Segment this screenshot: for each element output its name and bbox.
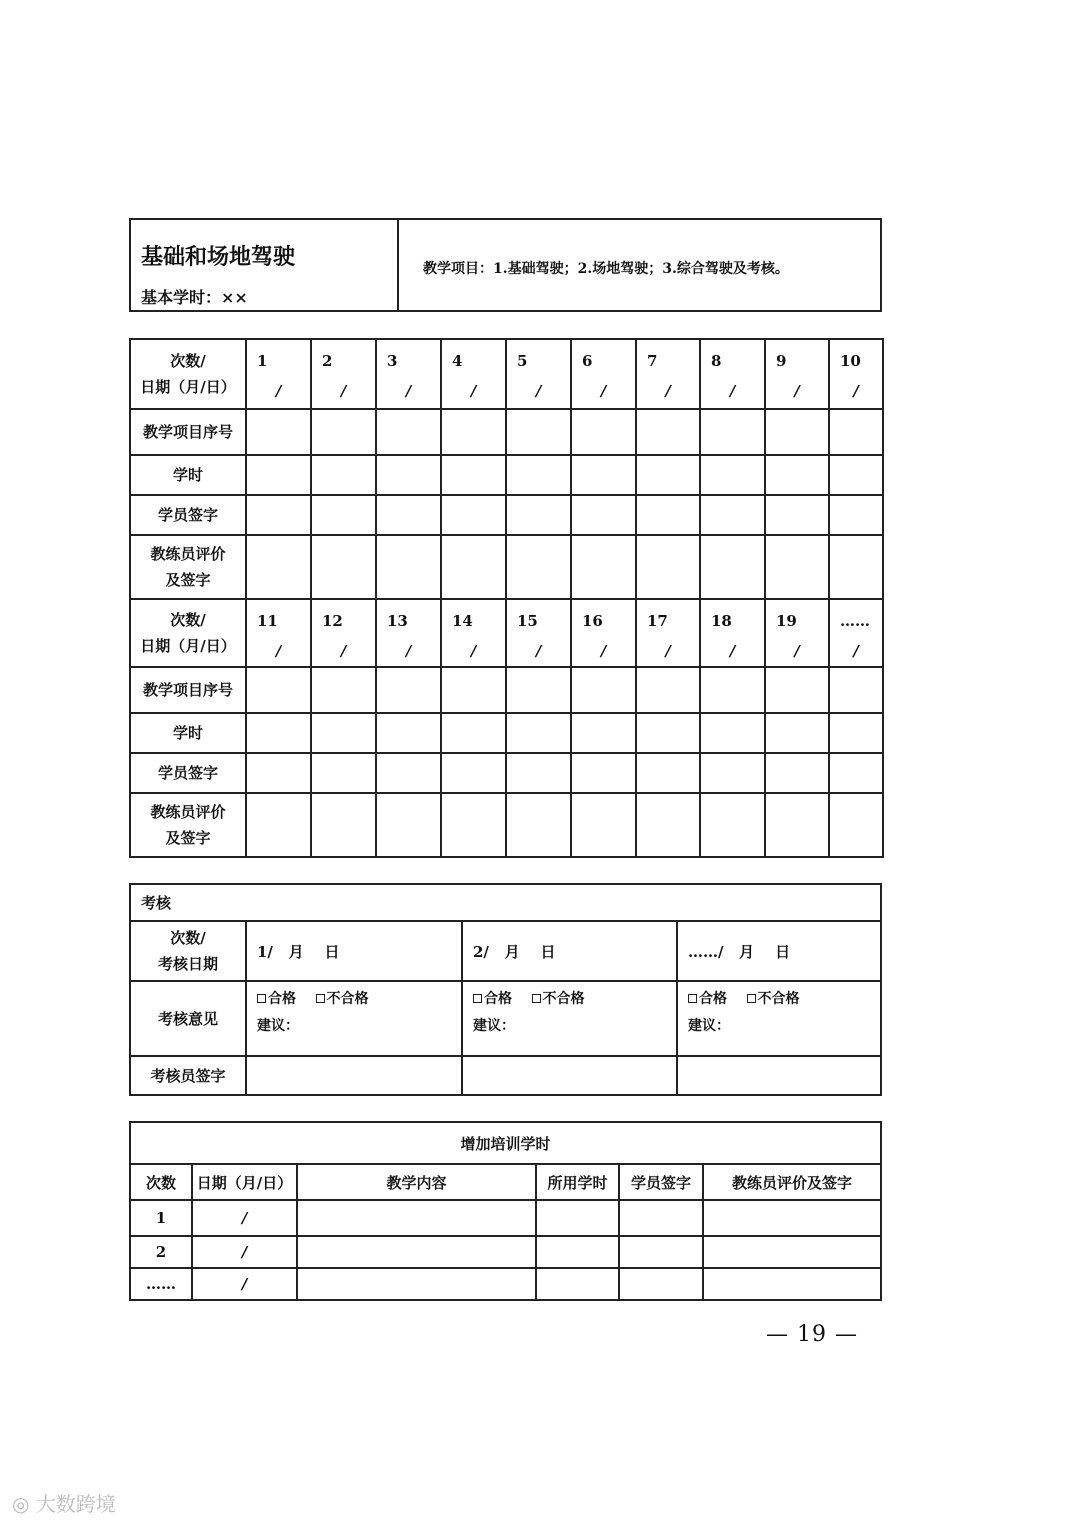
session-number: 2 bbox=[322, 352, 333, 370]
session-number: 16 bbox=[582, 612, 603, 630]
table-row bbox=[130, 1236, 881, 1268]
session-cell[interactable] bbox=[311, 599, 376, 667]
session-number: 19 bbox=[776, 612, 797, 630]
exam-title-row bbox=[130, 884, 881, 921]
date-slash: / bbox=[405, 382, 412, 400]
exam-date-row bbox=[130, 921, 881, 981]
pass-checkbox[interactable]: 合格 bbox=[257, 991, 296, 1007]
schedule-item-row bbox=[130, 667, 883, 713]
session-cell[interactable] bbox=[636, 339, 700, 409]
extra-title-row bbox=[130, 1122, 881, 1164]
session-number: 10 bbox=[840, 352, 861, 370]
course-header bbox=[129, 218, 882, 312]
course-title: 基础和场地驾驶 bbox=[141, 244, 296, 270]
exam-examiner-row bbox=[130, 1056, 881, 1095]
fail-checkbox[interactable]: 不合格 bbox=[747, 991, 800, 1007]
session-cell[interactable] bbox=[765, 599, 829, 667]
session-date-label: 次数/ 日期（月/日） bbox=[130, 599, 246, 667]
examiner-sign-label: 考核员签字 bbox=[130, 1056, 246, 1095]
session-cell[interactable] bbox=[571, 339, 636, 409]
date-slash: / bbox=[794, 642, 800, 660]
session-cell[interactable] bbox=[506, 339, 571, 409]
item-no-label: 教学项目序号 bbox=[130, 409, 246, 455]
session-number: 13 bbox=[387, 612, 408, 630]
session-number: 4 bbox=[452, 352, 463, 370]
suggestion-label: 建议： bbox=[473, 1018, 515, 1034]
schedule-item-row bbox=[130, 409, 883, 455]
student-sign-label: 学员签字 bbox=[130, 753, 246, 793]
date-slash: / bbox=[665, 642, 671, 660]
schedule-coach-eval-row bbox=[130, 793, 883, 857]
table-row bbox=[130, 1200, 881, 1236]
course-header-left bbox=[131, 220, 399, 310]
exam-title: 考核 bbox=[130, 884, 881, 921]
session-cell[interactable] bbox=[376, 339, 441, 409]
coach-eval-label: 教练员评价 及签字 bbox=[130, 535, 246, 599]
session-number: 15 bbox=[517, 612, 538, 630]
date-slash: / bbox=[729, 642, 736, 660]
schedule-session-row-b bbox=[130, 599, 883, 667]
session-number: 9 bbox=[776, 352, 787, 370]
col-header: 教学内容 bbox=[297, 1164, 536, 1200]
fail-checkbox[interactable]: 不合格 bbox=[532, 991, 585, 1007]
exam-opinion-cell bbox=[246, 981, 462, 1056]
pass-checkbox[interactable]: 合格 bbox=[473, 991, 512, 1007]
schedule-student-sign-row bbox=[130, 753, 883, 793]
session-number: 17 bbox=[647, 612, 668, 630]
date-slash: / bbox=[853, 642, 859, 660]
session-cell[interactable] bbox=[441, 339, 506, 409]
col-header: 所用学时 bbox=[536, 1164, 619, 1200]
coach-eval-label: 教练员评价 及签字 bbox=[130, 793, 246, 857]
date-slash: / bbox=[853, 382, 859, 400]
exam-opinion-row bbox=[130, 981, 881, 1056]
col-header: 次数 bbox=[130, 1164, 192, 1200]
student-sign-label: 学员签字 bbox=[130, 495, 246, 535]
session-number: 12 bbox=[322, 612, 343, 630]
session-cell[interactable] bbox=[311, 339, 376, 409]
date-slash: / bbox=[340, 642, 347, 660]
extra-header-row bbox=[130, 1164, 881, 1200]
exam-date-cell[interactable]: 1/ 月 日 bbox=[246, 921, 462, 981]
logo-icon: ◎ bbox=[12, 1492, 30, 1516]
schedule-student-sign-row bbox=[130, 495, 883, 535]
session-cell[interactable] bbox=[700, 339, 765, 409]
exam-date-cell[interactable]: ……/ 月 日 bbox=[677, 921, 881, 981]
session-number: 14 bbox=[452, 612, 473, 630]
exam-date-label: 次数/ 考核日期 bbox=[130, 921, 246, 981]
session-number: 18 bbox=[711, 612, 732, 630]
item-no-label: 教学项目序号 bbox=[130, 667, 246, 713]
watermark: ◎ 大数跨境 bbox=[12, 1492, 116, 1516]
schedule-table bbox=[129, 338, 884, 858]
session-number: 5 bbox=[517, 352, 528, 370]
schedule-session-row-a bbox=[130, 339, 883, 409]
session-cell[interactable] bbox=[829, 339, 883, 409]
session-cell[interactable] bbox=[441, 599, 506, 667]
session-number: 1 bbox=[257, 352, 268, 370]
row-date[interactable]: / bbox=[192, 1268, 297, 1300]
row-date[interactable]: / bbox=[192, 1236, 297, 1268]
session-cell[interactable] bbox=[246, 339, 311, 409]
row-number: 1 bbox=[130, 1200, 192, 1236]
date-slash: / bbox=[600, 382, 607, 400]
session-cell[interactable] bbox=[506, 599, 571, 667]
exam-opinion-cell bbox=[462, 981, 677, 1056]
session-number: 11 bbox=[257, 612, 278, 630]
suggestion-label: 建议： bbox=[688, 1018, 730, 1034]
fail-checkbox[interactable]: 不合格 bbox=[316, 991, 369, 1007]
session-cell[interactable] bbox=[571, 599, 636, 667]
session-number: 3 bbox=[387, 352, 398, 370]
schedule-hours-row bbox=[130, 713, 883, 753]
session-cell[interactable] bbox=[246, 599, 311, 667]
session-number: 8 bbox=[711, 352, 722, 370]
suggestion-label: 建议： bbox=[257, 1018, 299, 1034]
col-header: 教练员评价及签字 bbox=[703, 1164, 881, 1200]
date-slash: / bbox=[405, 642, 412, 660]
row-date[interactable]: / bbox=[192, 1200, 297, 1236]
session-cell[interactable] bbox=[700, 599, 765, 667]
col-header: 学员签字 bbox=[619, 1164, 703, 1200]
date-slash: / bbox=[275, 382, 282, 400]
extra-training-table bbox=[129, 1121, 882, 1301]
pass-checkbox[interactable]: 合格 bbox=[688, 991, 727, 1007]
exam-table bbox=[129, 883, 882, 1096]
session-cell[interactable] bbox=[636, 599, 700, 667]
session-number: 6 bbox=[582, 352, 593, 370]
date-slash: / bbox=[794, 382, 800, 400]
session-cell[interactable] bbox=[765, 339, 829, 409]
date-slash: / bbox=[275, 642, 282, 660]
exam-opinion-cell bbox=[677, 981, 881, 1056]
date-slash: / bbox=[729, 382, 736, 400]
date-slash: / bbox=[600, 642, 607, 660]
date-slash: / bbox=[665, 382, 671, 400]
date-slash: / bbox=[470, 382, 477, 400]
page-number: — 19 — bbox=[766, 1322, 858, 1347]
hours-label: 学时 bbox=[130, 455, 246, 495]
row-number: 2 bbox=[130, 1236, 192, 1268]
schedule-hours-row bbox=[130, 455, 883, 495]
exam-opinion-label: 考核意见 bbox=[130, 981, 246, 1056]
session-cell[interactable] bbox=[829, 599, 883, 667]
date-slash: / bbox=[535, 382, 542, 400]
schedule-coach-eval-row bbox=[130, 535, 883, 599]
row-number: …… bbox=[130, 1268, 192, 1300]
session-cell[interactable] bbox=[376, 599, 441, 667]
hours-label: 学时 bbox=[130, 713, 246, 753]
extra-title: 增加培训学时 bbox=[130, 1122, 881, 1164]
teaching-items: 教学项目：1.基础驾驶；2.场地驾驶；3.综合驾驶及考核。 bbox=[423, 261, 789, 277]
date-slash: / bbox=[340, 382, 347, 400]
date-slash: / bbox=[470, 642, 477, 660]
base-hours: 基本学时：×× bbox=[141, 288, 248, 307]
table-row bbox=[130, 1268, 881, 1300]
col-header: 日期（月/日） bbox=[192, 1164, 297, 1200]
exam-date-cell[interactable]: 2/ 月 日 bbox=[462, 921, 677, 981]
session-number: 7 bbox=[647, 352, 658, 370]
session-number: …… bbox=[840, 612, 870, 630]
session-date-label: 次数/ 日期（月/日） bbox=[130, 339, 246, 409]
date-slash: / bbox=[535, 642, 542, 660]
